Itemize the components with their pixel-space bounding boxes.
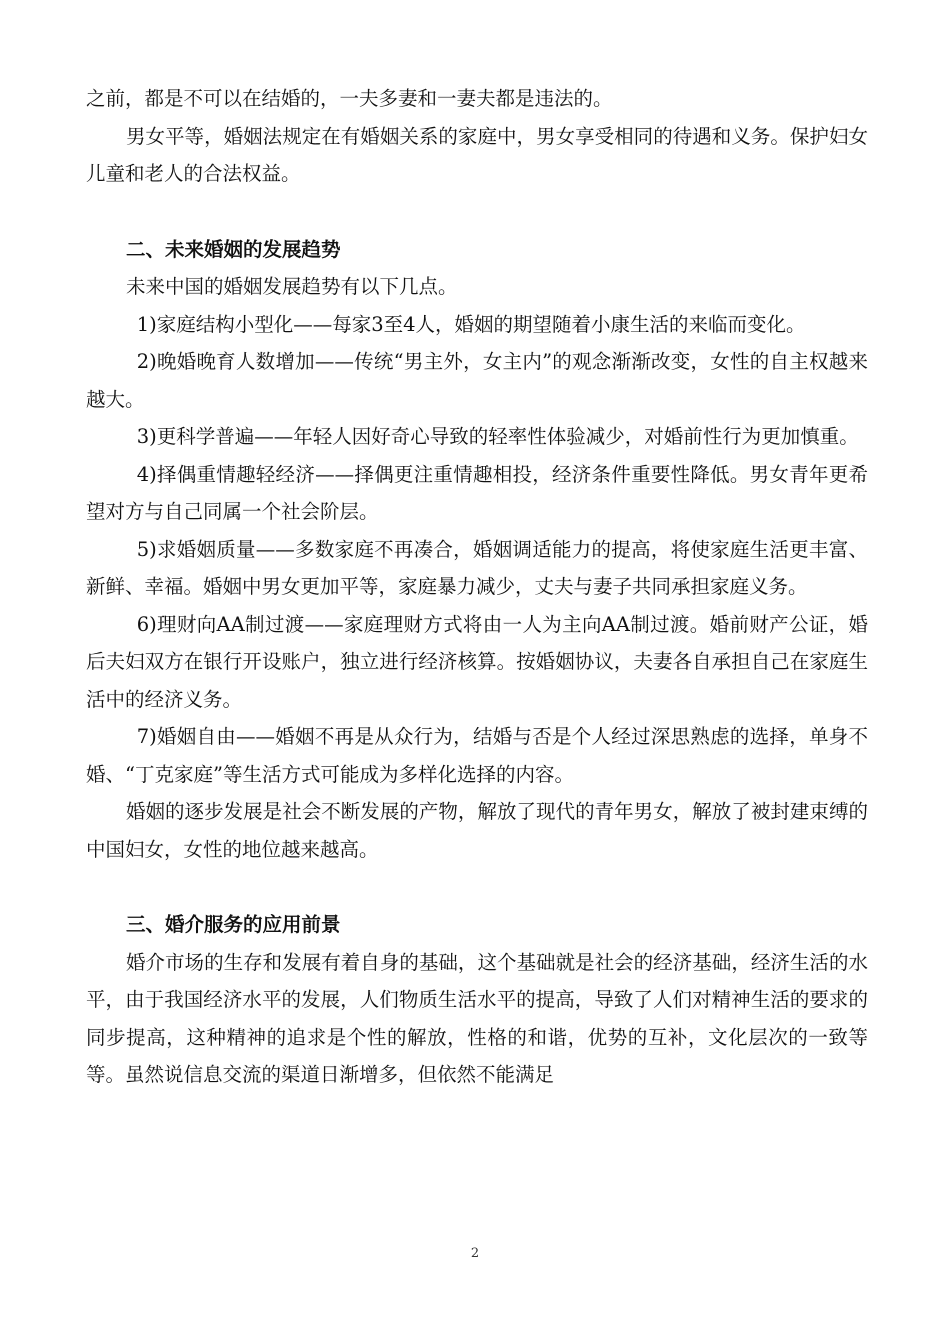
list-item-trend-6: 6)理财向AA制过渡——家庭理财方式将由一人为主向AA制过渡。婚前财产公证，婚后夫妇双方在银行开设账户，独立进行经济核算。按婚姻协议，夫妻各自承担自己在家庭生活中的经济义务。 [86,612,868,711]
list-item-trend-7: 7)婚姻自由——婚姻不再是从众行为，结婚与否是个人经过深思熟虑的选择，单身不婚、“丁克家庭”等生活方式可能成为多样化选择的内容。 [86,725,868,786]
list-item-trend-4: 4)择偶重情趣轻经济——择偶更注重情趣相投，经济条件重要性降低。男女青年更希望对方与自己同属一个社会阶层。 [86,462,868,523]
section-heading-matchmaking-prospects: 三、婚介服务的应用前景 [125,913,341,936]
page-number: 2 [470,1246,480,1261]
paragraph-trends-intro: 未来中国的婚姻发展趋势有以下几点。 [125,275,458,298]
paragraph-gender-equality: 男女平等，婚姻法规定在有婚姻关系的家庭中，男女享受相同的待遇和义务。保护妇女儿童和老人的合法权益。 [86,124,868,185]
section-heading-marriage-trends: 二、未来婚姻的发展趋势 [125,237,341,261]
paragraph-trends-conclusion: 婚姻的逐步发展是社会不断发展的产物，解放了现代的青年男女，解放了被封建束缚的中国妇女，女性的地位越来越高。 [86,800,868,861]
document-page [86,80,868,1094]
list-item-trend-2: 2)晚婚晚育人数增加——传统“男主外，女主内”的观念渐渐改变，女性的自主权越来越大。 [86,350,868,411]
list-item-trend-3: 3)更科学普遍——年轻人因好奇心导致的轻率性体验减少，对婚前性行为更加慎重。 [136,425,859,448]
list-item-trend-1: 1)家庭结构小型化——每家3至4人，婚姻的期望随着小康生活的来临而变化。 [136,312,806,336]
paragraph-continuation: 之前，都是不可以在结婚的，一夫多妻和一妻夫都是违法的。 [86,87,613,110]
list-item-trend-5: 5)求婚姻质量——多数家庭不再凑合，婚姻调适能力的提高，将使家庭生活更丰富、新鲜、幸福。婚姻中男女更加平等，家庭暴力减少，丈夫与妻子共同承担家庭义务。 [86,537,868,598]
paragraph-matchmaking-body: 婚介市场的生存和发展有着自身的基础，这个基础就是社会的经济基础，经济生活的水平，由于我国经济水平的发展，人们物质生活水平的提高，导致了人们对精神生活的要求的同步提高，这种精神的追求是个性的解放，性格的和谐，优势的互补，文化层次的一致等等。虽然说信息交流的渠道日渐增多，但依然不能满足 [86,950,868,1086]
